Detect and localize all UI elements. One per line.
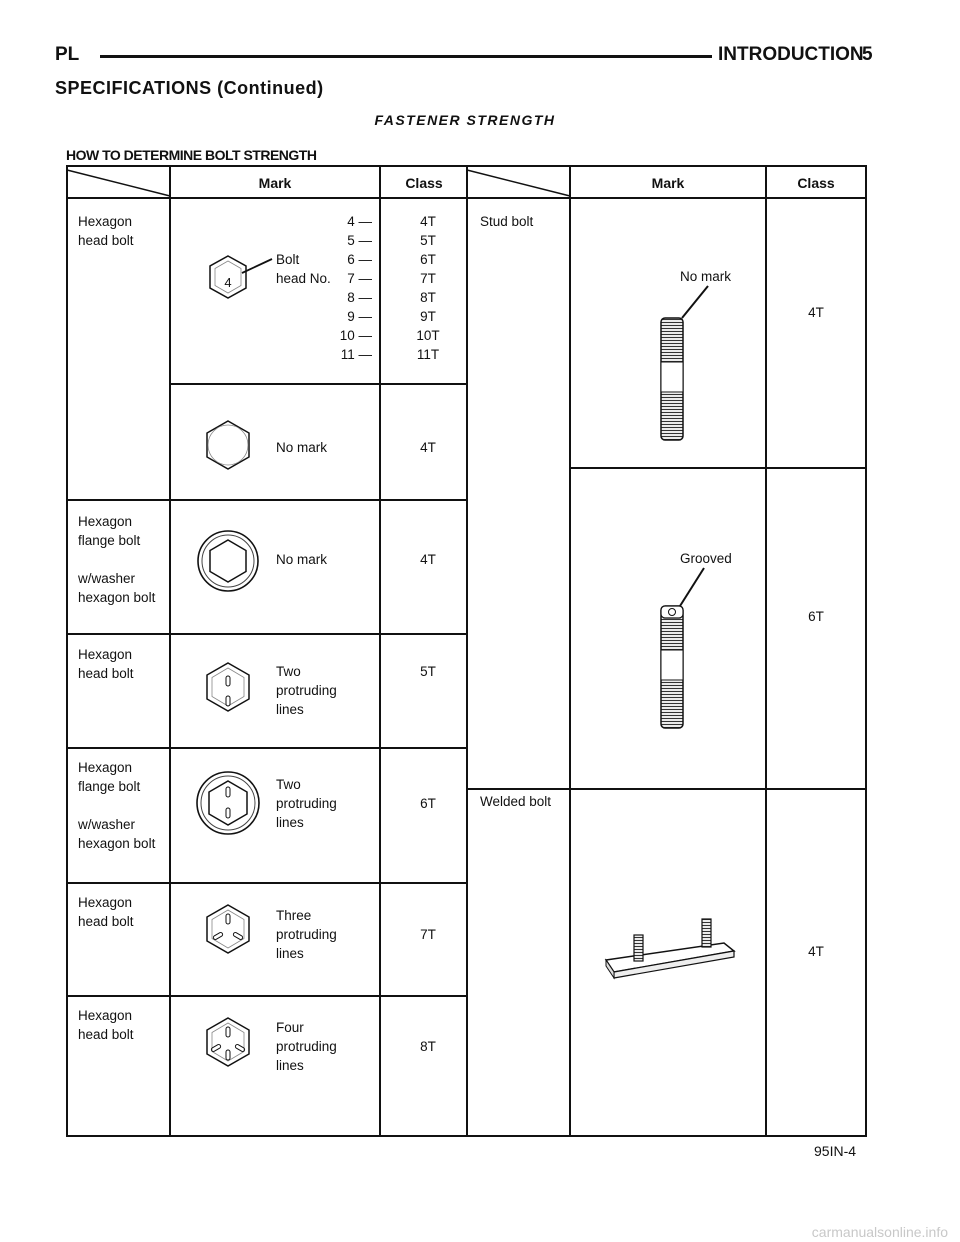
row7-mark-line2: protruding bbox=[276, 1039, 337, 1054]
row4-mark-line2: protruding bbox=[276, 683, 337, 698]
figure-title: FASTENER STRENGTH bbox=[374, 112, 556, 128]
row6-type-line1: Hexagon bbox=[78, 895, 133, 910]
head-number-entries bbox=[340, 214, 440, 362]
welded-bolt-class: 4T bbox=[808, 944, 824, 959]
row4-class: 5T bbox=[420, 664, 436, 679]
row6-mark-line3: lines bbox=[276, 946, 304, 961]
head-cls-6: 6T bbox=[420, 252, 436, 267]
stud-grooved-label: Grooved bbox=[680, 551, 732, 566]
stud-no-mark-label: No mark bbox=[680, 269, 732, 284]
head-no-6: 6 — bbox=[347, 252, 372, 267]
stud-no-mark-class: 4T bbox=[808, 305, 824, 320]
stud-no-mark-pointer bbox=[682, 286, 708, 318]
row7-type-line2: head bolt bbox=[78, 1027, 134, 1042]
hex-bolt-three-lines-icon bbox=[207, 905, 249, 953]
row6-mark-line1: Three bbox=[276, 908, 312, 923]
row6-mark-line2: protruding bbox=[276, 927, 337, 942]
head-cls-9: 9T bbox=[420, 309, 436, 324]
row6-type-line2: head bolt bbox=[78, 914, 134, 929]
head-no-8: 8 — bbox=[347, 290, 372, 305]
head-no-5: 5 — bbox=[347, 233, 372, 248]
row3-type-line1: Hexagon bbox=[78, 514, 133, 529]
figure-id: 95IN-4 bbox=[814, 1143, 857, 1159]
row5-type-line2: flange bolt bbox=[78, 779, 141, 794]
row5-type-line4: w/washer bbox=[78, 817, 136, 832]
col-header-class-left: Class bbox=[405, 175, 443, 191]
section-title: SPECIFICATIONS (Continued) bbox=[55, 78, 324, 98]
head-no-9: 9 — bbox=[347, 309, 372, 324]
head-cls-11: 11T bbox=[416, 347, 440, 362]
col-header-class-right: Class bbox=[797, 175, 835, 191]
row2-class: 4T bbox=[420, 440, 436, 455]
row1-type-line1: Hexagon bbox=[78, 214, 133, 229]
row7-class: 8T bbox=[420, 1039, 436, 1054]
head-cls-7: 7T bbox=[420, 271, 436, 286]
stud-grooved-pointer bbox=[680, 568, 704, 606]
row5-type-line5: hexagon bolt bbox=[78, 836, 156, 851]
head-cls-10: 10T bbox=[416, 328, 440, 343]
col-header-mark-left: Mark bbox=[258, 175, 292, 191]
stud-bolt-no-mark-icon bbox=[661, 318, 683, 440]
stud-bolt-grooved-icon bbox=[661, 606, 683, 728]
head-cls-8: 8T bbox=[420, 290, 436, 305]
row5-type-line1: Hexagon bbox=[78, 760, 133, 775]
row3-mark: No mark bbox=[276, 552, 328, 567]
row5-mark-line1: Two bbox=[276, 777, 301, 792]
watermark: carmanualsonline.info bbox=[811, 1224, 948, 1240]
row4-type-line2: head bolt bbox=[78, 666, 134, 681]
row5-class: 6T bbox=[420, 796, 436, 811]
hex-bolt-four-lines-icon bbox=[207, 1018, 249, 1066]
row2-mark: No mark bbox=[276, 440, 328, 455]
row7-type-line1: Hexagon bbox=[78, 1008, 133, 1023]
row1-type-line2: head bolt bbox=[78, 233, 134, 248]
head-no-11: 11 — bbox=[340, 347, 372, 362]
row5-mark-line3: lines bbox=[276, 815, 304, 830]
welded-bolt-label: Welded bolt bbox=[480, 794, 552, 809]
row4-mark-line3: lines bbox=[276, 702, 304, 717]
bolt-head-no-label-1: Bolt bbox=[276, 252, 300, 267]
hex-bolt-two-lines-icon bbox=[207, 663, 249, 711]
stud-bolt-label: Stud bolt bbox=[480, 214, 534, 229]
row3-class: 4T bbox=[420, 552, 436, 567]
row7-mark-line1: Four bbox=[276, 1020, 304, 1035]
table-frame bbox=[67, 166, 866, 1136]
row3-type-line4: w/washer bbox=[78, 571, 136, 586]
welded-bolt-icon bbox=[606, 919, 734, 978]
hex-bolt-no-mark-icon bbox=[207, 421, 249, 469]
head-no-7: 7 — bbox=[347, 271, 372, 286]
header-section-code: PL bbox=[55, 44, 80, 65]
flange-bolt-two-lines-icon bbox=[197, 772, 259, 834]
row3-type-line5: hexagon bolt bbox=[78, 590, 156, 605]
row7-mark-line3: lines bbox=[276, 1058, 304, 1073]
row5-mark-line2: protruding bbox=[276, 796, 337, 811]
head-cls-4: 4T bbox=[420, 214, 436, 229]
stud-grooved-class: 6T bbox=[808, 609, 824, 624]
head-cls-5: 5T bbox=[420, 233, 436, 248]
col-header-mark-right: Mark bbox=[651, 175, 685, 191]
page-number: 5 bbox=[862, 44, 873, 65]
row4-mark-line1: Two bbox=[276, 664, 301, 679]
row4-type-line1: Hexagon bbox=[78, 647, 133, 662]
left-type-labels bbox=[77, 214, 156, 1042]
bolt-head-digit: 4 bbox=[224, 275, 232, 290]
head-no-4: 4 — bbox=[347, 214, 372, 229]
flange-bolt-no-mark-icon bbox=[198, 531, 258, 591]
bolt-head-no-label-2: head No. bbox=[276, 271, 331, 286]
row6-class: 7T bbox=[420, 927, 436, 942]
header-title: INTRODUCTION bbox=[718, 44, 864, 65]
bolt-head-number-icon bbox=[210, 256, 272, 298]
row3-type-line2: flange bolt bbox=[78, 533, 141, 548]
table-title: HOW TO DETERMINE BOLT STRENGTH bbox=[66, 147, 317, 163]
head-no-10: 10 — bbox=[339, 328, 372, 343]
